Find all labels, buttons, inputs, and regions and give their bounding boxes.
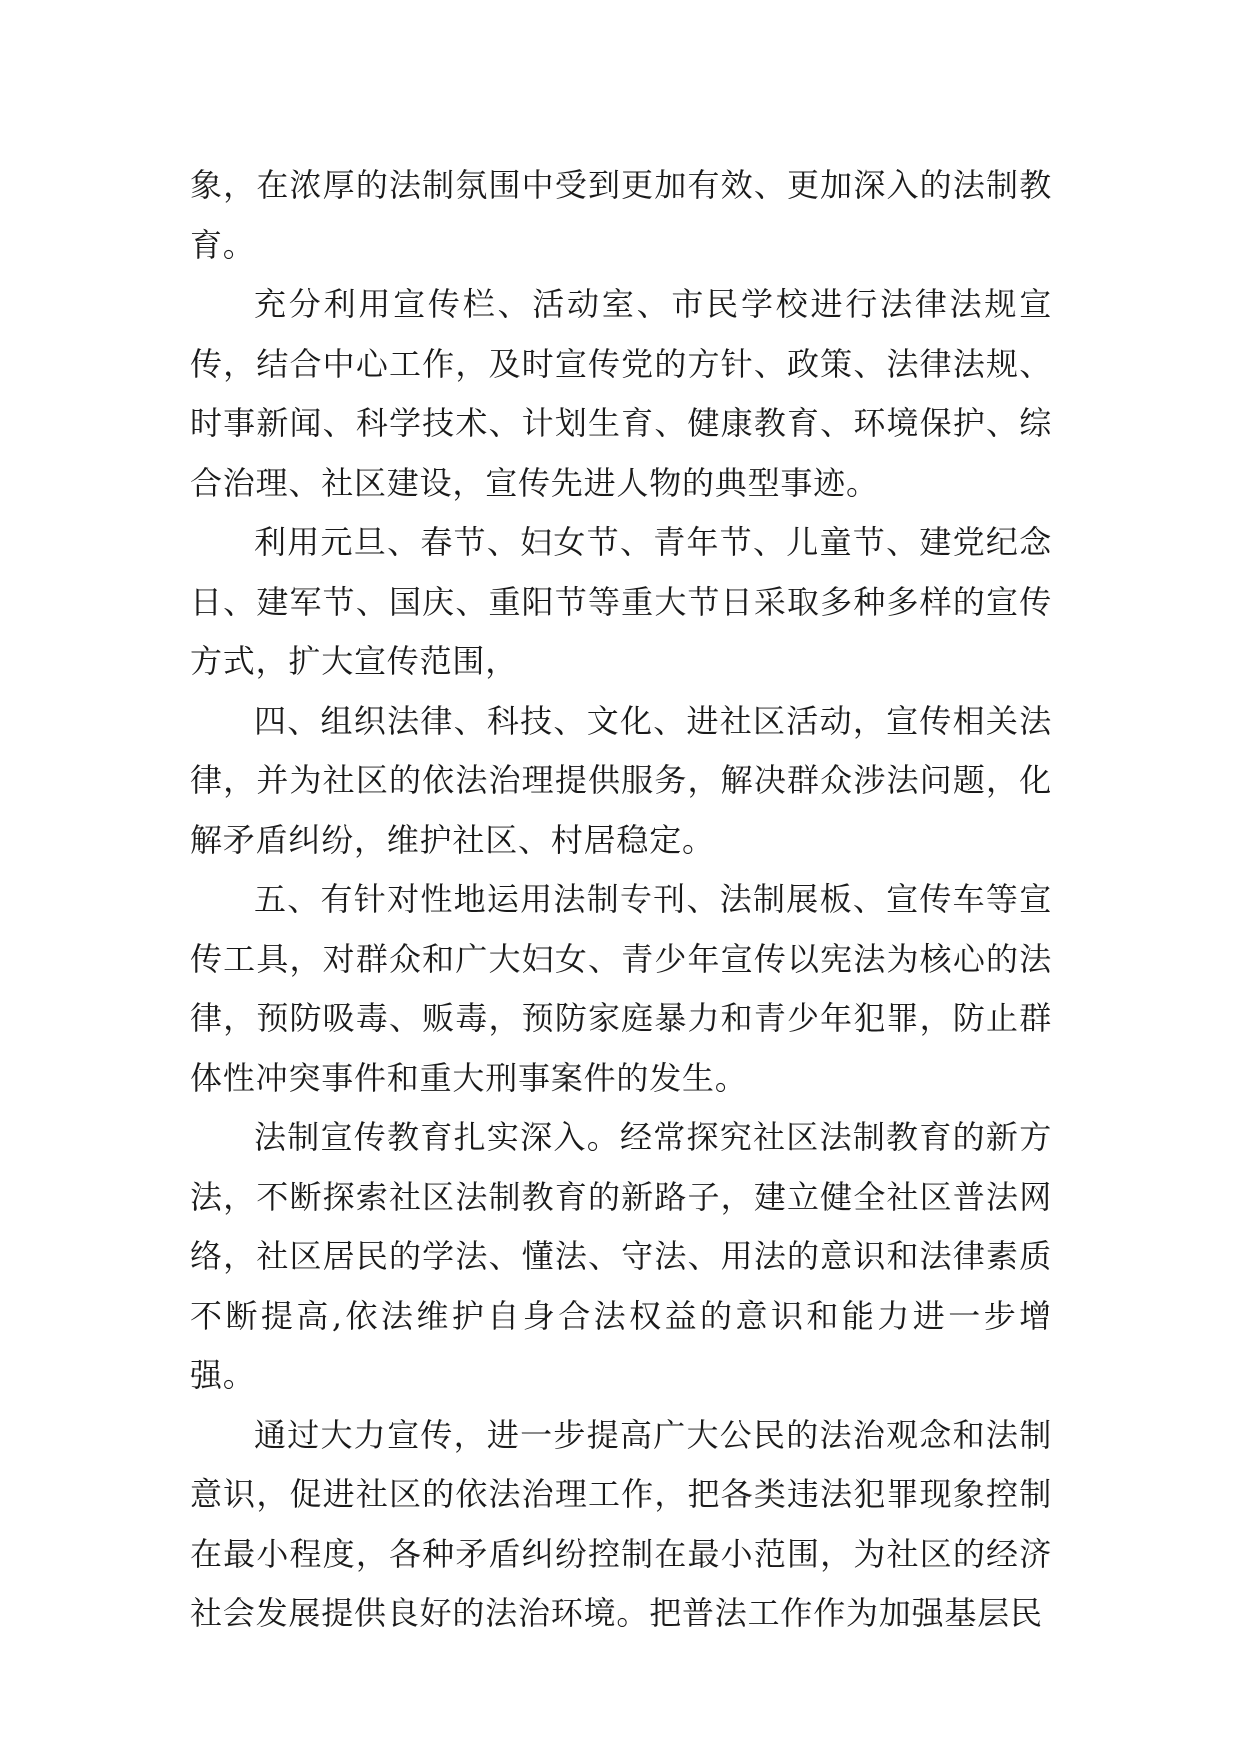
paragraph: 法制宣传教育扎实深入。经常探究社区法制教育的新方法，不断探索社区法制教育的新路子，建立健全社区普法网络，社区居民的学法、懂法、守法、用法的意识和法律素质不断提高,依法维护自身合法权益的意识和能力进一步增强。 [190,1118,1052,1394]
document-body [190,156,1052,1644]
paragraph: 象，在浓厚的法制氛围中受到更加有效、更加深入的法制教育。 [190,166,1052,264]
paragraph: 充分利用宣传栏、活动室、市民学校进行法律法规宣传，结合中心工作，及时宣传党的方针、政策、法律法规、时事新闻、科学技术、计划生育、健康教育、环境保护、综合治理、社区建设，宣传先进人物的典型事迹。 [190,285,1052,502]
paragraph: 五、有针对性地运用法制专刊、法制展板、宣传车等宣传工具，对群众和广大妇女、青少年宣传以宪法为核心的法律，预防吸毒、贩毒，预防家庭暴力和青少年犯罪，防止群体性冲突事件和重大刑事案件的发生。 [190,880,1052,1097]
paragraph: 四、组织法律、科技、文化、进社区活动，宣传相关法律，并为社区的依法治理提供服务，解决群众涉法问题，化解矛盾纠纷，维护社区、村居稳定。 [190,701,1052,859]
paragraph: 通过大力宣传，进一步提高广大公民的法治观念和法制意识，促进社区的依法治理工作，把各类违法犯罪现象控制在最小程度，各种矛盾纠纷控制在最小范围，为社区的经济社会发展提供良好的法治环境。把普法工作作为加强基层民 [190,1415,1052,1632]
paragraph: 利用元旦、春节、妇女节、青年节、儿童节、建党纪念日、建军节、国庆、重阳节等重大节日采取多种多样的宣传方式，扩大宣传范围， [190,523,1052,680]
